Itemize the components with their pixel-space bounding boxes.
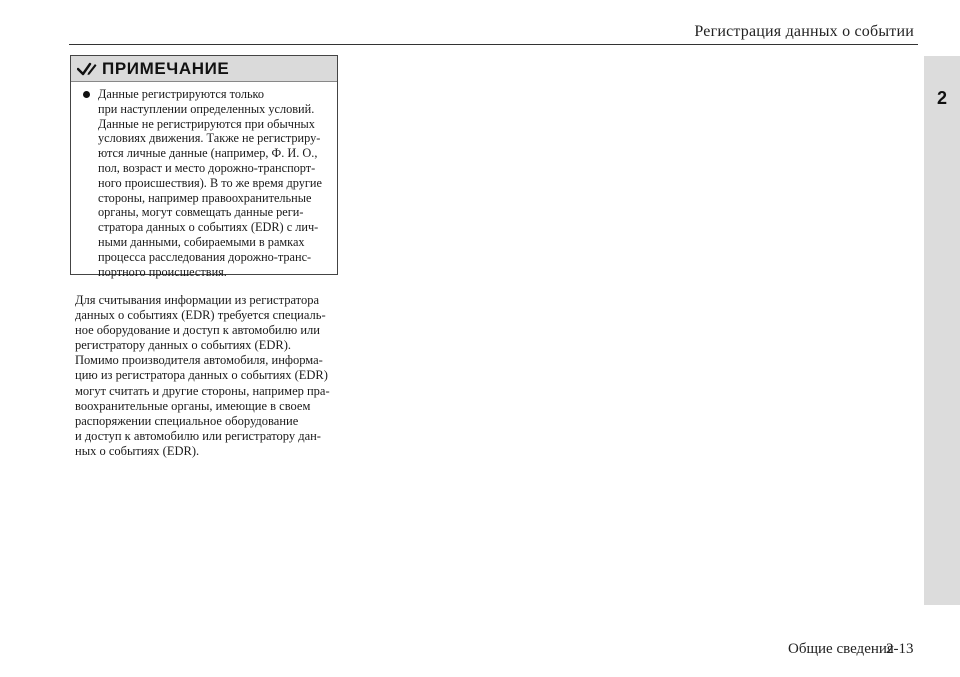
note-line: стороны, например правоохранительные [98,190,312,205]
note-line: ными данными, собираемыми в рамках [98,234,305,249]
note-body [71,82,337,279]
note-box [70,55,338,279]
note-line: процесса расследования дорожно-транс- [98,249,312,264]
page-header-title: Регистрация данных о событии [694,23,914,40]
bullet-icon [83,91,90,98]
body-line: распоряжении специальное оборудование [75,413,299,428]
note-header [71,56,337,82]
pencil-check-icon [77,61,97,77]
footer-section-title: Общие сведения [788,641,894,657]
body-line: воохранительные органы, имеющие в своем [75,398,311,413]
note-line: пол, возраст и место дорожно-транспорт- [98,160,316,175]
note-title: ПРИМЕЧАНИЕ [102,58,230,78]
body-line: Помимо производителя автомобиля, информа- [75,353,323,368]
body-line: ных о событиях (EDR). [75,443,200,458]
header-rule [69,44,918,45]
note-line: стратора данных о событиях (EDR) с лич- [98,220,319,235]
body-line: ное оборудование и доступ к автомобилю или [75,323,320,338]
note-line: ются личные данные (например, Ф. И. О., [98,146,318,161]
body-line: данных о событиях (EDR) требуется специаль- [75,308,326,323]
body-line: могут считать и другие стороны, например пра- [75,383,330,398]
note-line: Данные регистрируются только [98,87,265,101]
page-number: 2-13 [886,641,914,657]
chapter-side-tab [924,56,960,605]
body-line: регистратору данных о событиях (EDR). [75,338,291,353]
body-paragraph [75,293,337,459]
note-line: портного происшествия. [98,264,227,279]
body-line: Для считывания информации из регистратора [75,293,320,307]
body-line: и доступ к автомобилю или регистратору дан- [75,428,321,443]
note-line: условиях движения. Также не регистриру- [98,131,321,146]
chapter-number: 2 [924,82,960,115]
note-line: при наступлении определенных условий. [98,101,315,116]
body-line: цию из регистратора данных о событиях (EDR) [75,368,328,383]
note-line: Данные не регистрируются при обычных [98,116,315,131]
note-line: органы, могут совмещать данные реги- [98,205,304,220]
note-line: ного происшествия). В то же время другие [98,175,322,190]
